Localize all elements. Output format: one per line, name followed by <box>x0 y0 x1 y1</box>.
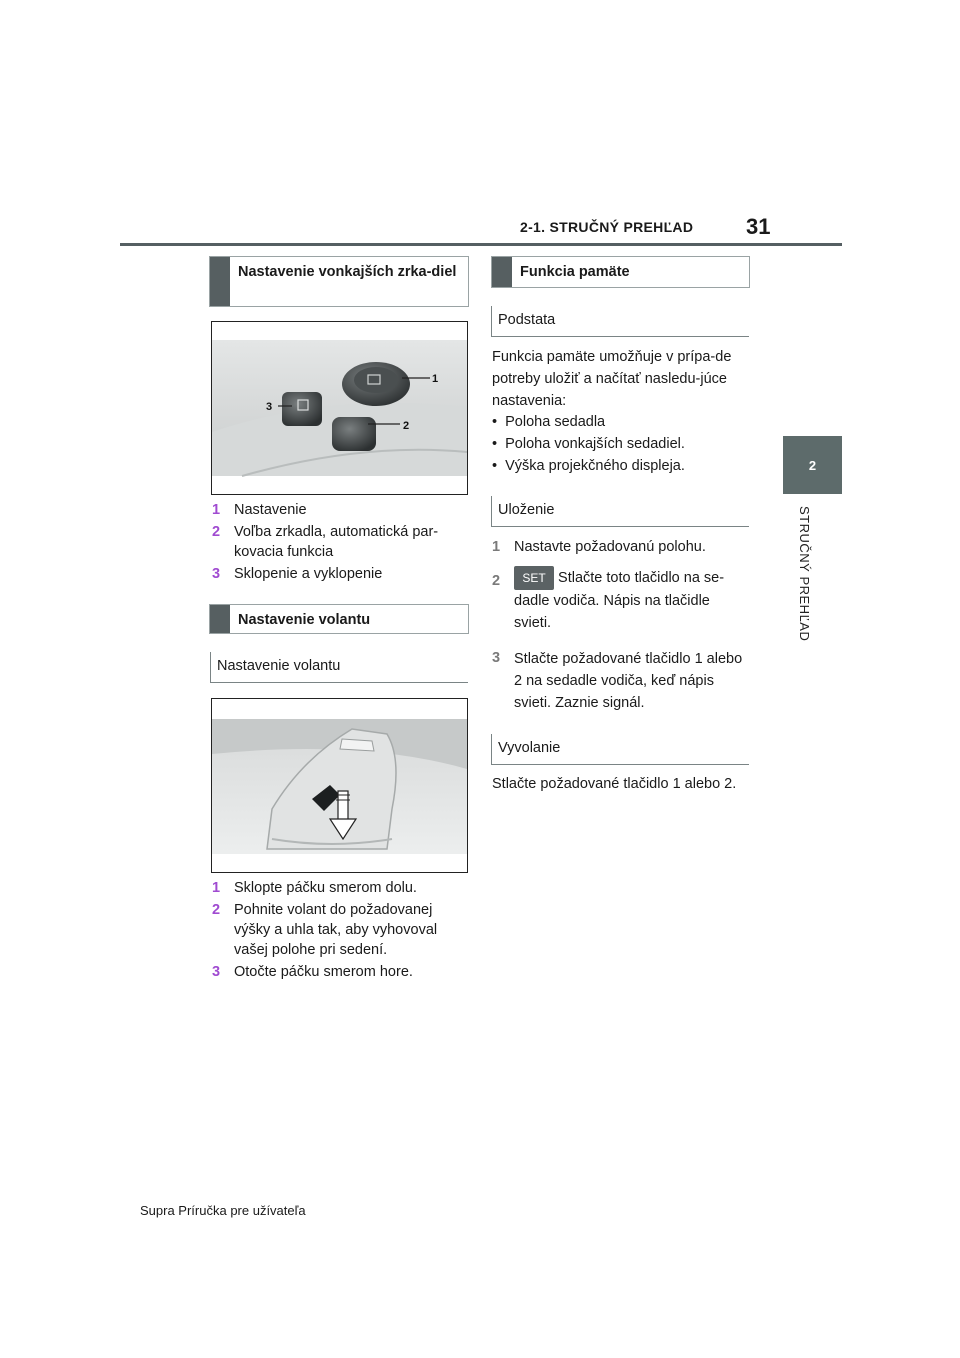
list-item: 2 Pohnite volant do požadovanej výšky a uhla tak, aby vyhovoval vašej polohe pri sedení. <box>212 902 438 958</box>
chapter-side-label: STRUČNÝ PREHĽAD <box>797 506 812 642</box>
subheading-recall: Vyvolanie <box>491 734 749 765</box>
list-item: 1 Nastavte požadovanú polohu. <box>492 539 706 555</box>
chapter-title: 2-1. STRUČNÝ PREHĽAD <box>520 219 694 235</box>
steering-lever-illustration <box>212 699 467 872</box>
callout-1: 1 <box>432 373 439 385</box>
callout-3: 3 <box>266 401 273 413</box>
page-number: 31 <box>746 214 771 239</box>
footer-text: Supra Príručka pre užívateľa <box>140 1203 306 1218</box>
steering-lever-figure <box>211 698 468 873</box>
list-item: 1 Sklopte páčku smerom dolu. <box>212 880 417 896</box>
memory-settings-list <box>492 411 748 477</box>
subheading-storing: Uloženie <box>491 496 749 527</box>
section-mirror-title: Nastavenie vonkajších zrka-diel <box>209 256 469 307</box>
recall-text: Stlačte požadované tlačidlo 1 alebo 2. <box>492 776 737 792</box>
list-item: 1 Nastavenie <box>212 502 307 518</box>
mirror-select-switch <box>332 417 376 451</box>
chapter-tab[interactable]: 2 <box>783 436 842 494</box>
mirror-controls-figure <box>211 321 468 495</box>
header-rule <box>120 243 842 246</box>
subheading-steering: Nastavenie volantu <box>210 652 468 683</box>
subheading-principle: Podstata <box>491 306 749 337</box>
list-item: • Poloha vonkajších sedadiel. <box>492 436 685 452</box>
list-item: • Poloha sedadla <box>492 414 606 430</box>
mirror-fold-button <box>282 392 322 426</box>
mirror-controls-illustration <box>212 322 467 494</box>
callout-2: 2 <box>403 420 410 432</box>
list-item: 3 Sklopenie a vyklopenie <box>212 566 383 582</box>
set-button[interactable]: SET <box>514 566 554 590</box>
section-memory-title: Funkcia pamäte <box>491 256 750 288</box>
list-item: • Výška projekčného displeja. <box>492 458 685 474</box>
list-item: 3 Otočte páčku smerom hore. <box>212 964 413 980</box>
list-item: 2 SET Stlačte toto tlačidlo na se-dadle vodiča. Nápis na tlačidle svieti. <box>492 566 748 638</box>
list-item: 2 Voľba zrkadla, automatická par-kovacia funkcia <box>212 524 439 560</box>
memory-intro: Funkcia pamäte umožňuje v prípa-de potreby uložiť a načítať nasledu-júce nastavenia: <box>492 349 732 409</box>
list-item: 3 Stlačte požadované tlačidlo 1 alebo 2 na sedadle vodiča, keď nápis svieti. Zaznie signál. <box>492 650 743 711</box>
section-steering-title: Nastavenie volantu <box>209 604 469 634</box>
